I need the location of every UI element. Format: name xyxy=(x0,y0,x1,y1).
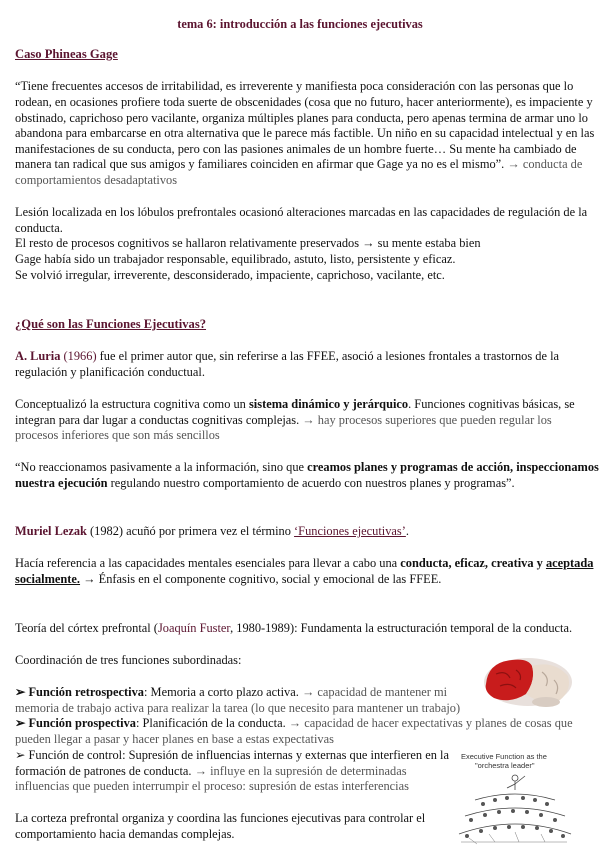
lezak-line: Muriel Lezak (1982) acuñó por primera vez el término ‘Funciones ejecutivas’. xyxy=(15,524,409,538)
lesion-line: Lesión localizada en los lóbulos prefrontales ocasionó alteraciones marcadas en las capacidades de regulación de la xyxy=(15,205,588,219)
gage-quote-line: manifestaciones de su conducta, pero con las pasiones animales de un hombre fuerte… Su mente ha cambiado de xyxy=(15,142,577,156)
function-control-3: influencias que pueden interrumpir el proceso: supresión de estas interferencias xyxy=(15,779,409,793)
concept-line-2: integran para dar lugar a conductas cognitivas complejas. → hay procesos superiores que pueden regular los xyxy=(15,413,552,427)
reference-line: Hacía referencia a las capacidades mentales esenciales para llevar a cabo una conducta, eficaz, creativa y aceptada xyxy=(15,556,594,570)
function-prospective: ➢ Función prospectiva: Planificación de la conducta. → capacidad de hacer expectativas y planes de cosas que xyxy=(15,716,573,730)
lesion-line: El resto de procesos cognitivos se hallaron relativamente preservados → su mente estaba bien xyxy=(15,236,481,250)
orchestra-caption-2: "orchestra leader" xyxy=(475,761,535,770)
lesion-line: Se volvió irregular, irreverente, desconsiderado, impaciente, caprichoso, vacilante, etc. xyxy=(15,268,445,282)
function-retrospective-2: memoria de trabajo activa para realizar la tarea (lo que necesito para mantener un trabajo) xyxy=(15,701,461,715)
function-control: ➢ Función de control: Supresión de influencias internas y externas que interfieren en la xyxy=(15,748,449,762)
luria-line: A. Luria (1966) fue el primer autor que, sin referirse a las FFEE, asoció a lesiones frontales a trastornos de la xyxy=(15,349,560,363)
lesion-line: Gage había sido un trabajador responsable, equilibrado, astuto, listo, persistente y eficaz. xyxy=(15,252,456,266)
gage-quote-line: rodean, en ocasiones profiere toda suerte de obscenidades (cosa que no futuro, hacer anteriormente), es impaciente y xyxy=(15,95,593,109)
quote-annotation-cont: comportamientos desadaptativos xyxy=(15,173,178,187)
concept-line-3: procesos inferiores que son más sencillos xyxy=(15,428,220,442)
section-heading-funciones-ejecutivas: ¿Qué son las Funciones Ejecutivas? xyxy=(15,317,207,331)
brain-image xyxy=(476,650,576,710)
quote-annotation: → conducta de xyxy=(507,157,583,171)
author-name-lezak: Muriel Lezak xyxy=(15,524,87,538)
author-name-luria: A. Luria xyxy=(15,349,61,363)
orchestra-caption: Executive Function as the xyxy=(461,752,547,761)
section-heading-phineas-gage: Caso Phineas Gage xyxy=(15,47,118,61)
quote2-line: “No reaccionamos pasivamente a la información, sino que creamos planes y programas de acción, inspeccionamos xyxy=(15,460,599,474)
final-line-2: comportamiento hacia demandas complejas. xyxy=(15,827,235,841)
gage-quote-line: abandona para embarcarse en otra alternativa que le parece más factible. Un niño en su capacidad intelectual y en las xyxy=(15,126,595,140)
function-prospective-2: pueden llegar a pasar y hacer planes en base a estas expectativas xyxy=(15,732,334,746)
concept-line: Conceptualizó la estructura cognitiva como un sistema dinámico y jerárquico. Funciones cognitivas básicas, se xyxy=(15,397,575,411)
gage-quote-line: obstinado, caprichoso pero vacilante, organiza múltiples planes para conducta, pero apenas termina de armar uno lo xyxy=(15,111,588,125)
gage-quote-line: “Tiene frecuentes accesos de irritabilidad, es irreverente y manifiesta poca consideración con las personas que lo xyxy=(15,79,574,93)
page-title: tema 6: introducción a las funciones ejecutivas xyxy=(177,17,423,31)
final-line: La corteza prefrontal organiza y coordina las funciones ejecutivas para controlar el xyxy=(15,811,426,825)
function-control-2: formación de patrones de conducta. → influye en la supresión de determinadas xyxy=(15,764,407,778)
author-name-fuster: Joaquín Fuster xyxy=(157,621,231,635)
luria-line-2: regulación y planificación conductual. xyxy=(15,365,205,379)
gage-quote-line-last: manera tan radical que sus amigos y familiares coinciden en afirmar que Gage ya no es el mismo”. → conducta de xyxy=(15,157,583,171)
reference-line-2: socialmente. → Énfasis en el componente cognitivo, social y emocional de las FFEE. xyxy=(15,572,442,586)
quote2-line-2: nuestra ejecución regulando nuestro comportamiento de acuerdo con nuestros planes y programas”. xyxy=(15,476,515,490)
coordination-line: Coordinación de tres funciones subordinadas: xyxy=(15,653,242,667)
fuster-line: Teoría del córtex prefrontal (Joaquín Fuster, 1980-1989): Fundamenta la estructuración temporal de la conducta. xyxy=(15,621,573,635)
orchestra-drawing xyxy=(455,770,573,846)
function-retrospective: ➢ Función retrospectiva: Memoria a corto plazo activa. → capacidad de mantener mi xyxy=(15,685,448,699)
orchestra-leader-image xyxy=(455,752,573,846)
lesion-line: conducta. xyxy=(15,221,63,235)
